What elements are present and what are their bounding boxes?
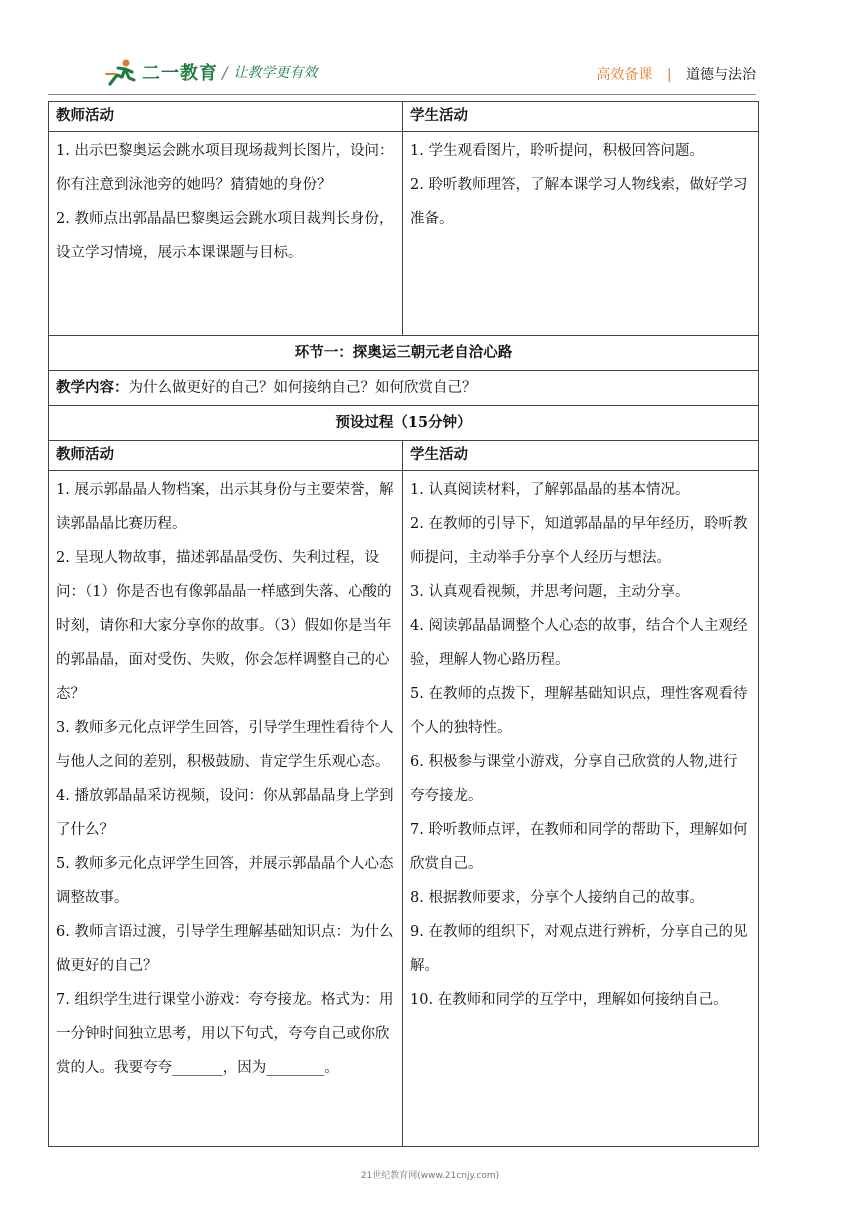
brand-slogan: 让教学更有效 — [233, 65, 318, 81]
list-item: 1. 认真阅读材料，了解郭晶晶的基本情况。 — [410, 482, 690, 498]
process-title: 预设过程（15分钟） — [49, 406, 759, 441]
page-header — [48, 50, 756, 92]
list-item: 2. 聆听教师理答，了解本课学习人物线索，做好学习准备。 — [410, 177, 748, 227]
running-figure-icon — [104, 58, 138, 86]
list-item: 6. 教师言语过渡，引导学生理解基础知识点：为什么做更好的自己？ — [56, 924, 394, 974]
list-item: 10. 在教师和同学的互学中，理解如何接纳自己。 — [410, 992, 728, 1008]
header-separator: | — [666, 67, 672, 83]
header-subject — [596, 64, 756, 84]
list-item: 1. 学生观看图片，聆听提问，积极回答问题。 — [410, 143, 704, 159]
main-student-cell — [403, 471, 759, 1147]
list-item: 5. 在教师的点拨下，理解基础知识点，理性客观看待个人的独特性。 — [410, 686, 748, 736]
list-item: 3. 教师多元化点评学生回答，引导学生理性看待个人与他人之间的差别，积极鼓励、肯定学生乐观心态。 — [56, 720, 394, 770]
header-subject-name: 道德与法治 — [686, 67, 756, 83]
list-item: 2. 在教师的引导下，知道郭晶晶的早年经历，聆听教师提问，主动举手分享个人经历与想法。 — [410, 516, 748, 566]
table-row — [49, 441, 759, 471]
list-item: 7. 聆听教师点评，在教师和同学的帮助下，理解如何欣赏自己。 — [410, 822, 748, 872]
list-item: 4. 阅读郭晶晶调整个人心态的故事，结合个人主观经验，理解人物心路历程。 — [410, 618, 748, 668]
teaching-content-text: 为什么做更好的自己？如何接纳自己？如何欣赏自己？ — [128, 380, 477, 396]
teacher-activity-header: 教师活动 — [49, 441, 403, 471]
page-footer: 21世纪教育网(www.21cnjy.com) — [360, 1171, 500, 1181]
list-item: 2. 呈现人物故事，描述郭晶晶受伤、失利过程，设问：（1）你是否也有像郭晶晶一样感到失落、心酸的时刻，请你和大家分享你的故事。（3）假如你是当年的郭晶晶，面对受伤、失败，你会怎样调整自己的心态？ — [56, 550, 392, 702]
header-highlight: 高效备课 — [596, 67, 653, 83]
brand-divider: / — [222, 62, 228, 82]
table-row — [49, 336, 759, 371]
table-row — [49, 471, 759, 1147]
main-teacher-cell — [49, 471, 403, 1147]
list-item: 4. 播放郭晶晶采访视频，设问：你从郭晶晶身上学到了什么？ — [56, 788, 394, 838]
teaching-content-label: 教学内容： — [56, 379, 129, 396]
table-row — [49, 102, 759, 132]
intro-student-cell — [403, 132, 759, 336]
list-item: 1. 展示郭晶晶人物档案，出示其身份与主要荣誉，解读郭晶晶比赛历程。 — [56, 482, 394, 532]
list-item: 9. 在教师的组织下，对观点进行辨析，分享自己的见解。 — [410, 924, 748, 974]
table-row — [49, 132, 759, 336]
student-activity-header: 学生活动 — [403, 441, 759, 471]
table-row — [49, 406, 759, 441]
logo — [104, 58, 317, 86]
section-title: 环节一：探奥运三朝元老自洽心路 — [49, 336, 759, 371]
intro-teacher-cell — [49, 132, 403, 336]
list-item: 7. 组织学生进行课堂小游戏：夸夸接龙。格式为：用一分钟时间独立思考，用以下句式，夸夸自己或你欣赏的人。我要夸夸_______，因为________。 — [56, 992, 394, 1076]
list-item: 3. 认真观看视频，并思考问题，主动分享。 — [410, 584, 690, 600]
brand-name: 二一教育 — [142, 63, 218, 84]
lesson-table — [48, 101, 759, 1147]
teacher-activity-header: 教师活动 — [49, 102, 403, 132]
student-activity-header: 学生活动 — [403, 102, 759, 132]
list-item: 1. 出示巴黎奥运会跳水项目现场裁判长图片，设问：你有注意到泳池旁的她吗？猜猜她的身份？ — [56, 143, 394, 193]
list-item: 2. 教师点出郭晶晶巴黎奥运会跳水项目裁判长身份，设立学习情境，展示本课课题与目标。 — [56, 211, 394, 261]
header-divider — [48, 94, 756, 95]
list-item: 5. 教师多元化点评学生回答，并展示郭晶晶个人心态调整故事。 — [56, 856, 394, 906]
list-item: 6. 积极参与课堂小游戏，分享自己欣赏的人物,进行夸夸接龙。 — [410, 754, 738, 804]
list-item: 8. 根据教师要求，分享个人接纳自己的故事。 — [410, 890, 704, 906]
table-row — [49, 371, 759, 406]
teaching-content — [49, 371, 759, 406]
